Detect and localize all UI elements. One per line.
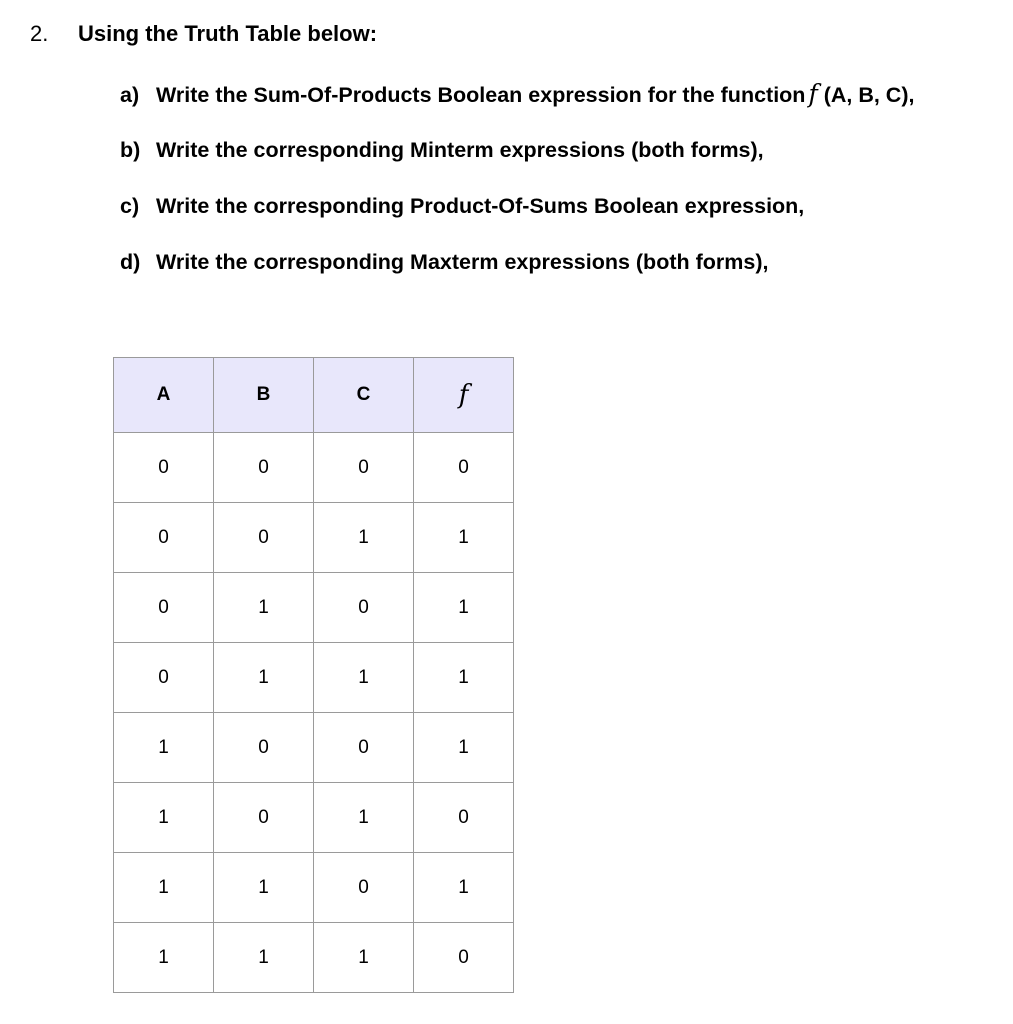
- table-row: [114, 923, 514, 993]
- truth-table: [113, 357, 514, 993]
- part-letter: c): [120, 194, 140, 218]
- cell-c: 0: [314, 433, 414, 503]
- cell-c: 1: [314, 783, 414, 853]
- function-symbol: f: [808, 79, 818, 108]
- question-title: Using the Truth Table below:: [78, 21, 378, 46]
- table-row: [114, 573, 514, 643]
- part-text: Write the corresponding Product-Of-Sums Boolean expression,: [156, 194, 805, 218]
- cell-f: 0: [414, 783, 514, 853]
- table-row: [114, 503, 514, 573]
- cell-f: 1: [414, 853, 514, 923]
- cell-c: 1: [314, 503, 414, 573]
- cell-a: 0: [114, 503, 214, 573]
- part-b: [120, 135, 914, 191]
- cell-b: 0: [214, 433, 314, 503]
- cell-b: 1: [214, 643, 314, 713]
- cell-b: 1: [214, 573, 314, 643]
- cell-c: 1: [314, 643, 414, 713]
- cell-a: 1: [114, 853, 214, 923]
- header-b: B: [214, 358, 314, 433]
- cell-b: 0: [214, 503, 314, 573]
- cell-a: 1: [114, 783, 214, 853]
- table-row: [114, 713, 514, 783]
- header-c: C: [314, 358, 414, 433]
- question-header: [30, 19, 377, 49]
- cell-f: 0: [414, 433, 514, 503]
- part-suffix: (A, B, C),: [823, 83, 915, 107]
- part-text: Write the Sum-Of-Products Boolean expression for the function: [156, 83, 806, 107]
- part-letter: b): [120, 138, 141, 162]
- header-a: A: [114, 358, 214, 433]
- cell-a: 0: [114, 433, 214, 503]
- cell-b: 1: [214, 853, 314, 923]
- cell-c: 0: [314, 713, 414, 783]
- cell-f: 1: [414, 643, 514, 713]
- part-c: [120, 191, 914, 247]
- cell-c: 0: [314, 573, 414, 643]
- cell-a: 1: [114, 923, 214, 993]
- header-f: f: [414, 358, 514, 433]
- question-parts: [120, 79, 914, 303]
- cell-b: 0: [214, 713, 314, 783]
- table-row: [114, 853, 514, 923]
- cell-f: 1: [414, 503, 514, 573]
- table-row: [114, 783, 514, 853]
- cell-a: 0: [114, 643, 214, 713]
- table-row: [114, 643, 514, 713]
- cell-f: 0: [414, 923, 514, 993]
- part-a: [120, 79, 914, 135]
- cell-a: 0: [114, 573, 214, 643]
- cell-b: 1: [214, 923, 314, 993]
- question-number: 2.: [30, 21, 49, 46]
- cell-c: 0: [314, 853, 414, 923]
- cell-f: 1: [414, 713, 514, 783]
- part-letter: a): [120, 83, 140, 107]
- cell-f: 1: [414, 573, 514, 643]
- part-d: [120, 247, 914, 303]
- cell-c: 1: [314, 923, 414, 993]
- part-text: Write the corresponding Minterm expressions (both forms),: [156, 138, 764, 162]
- part-letter: d): [120, 250, 141, 274]
- table-header-row: [114, 358, 514, 433]
- part-text: Write the corresponding Maxterm expressions (both forms),: [156, 250, 769, 274]
- table-row: [114, 433, 514, 503]
- cell-b: 0: [214, 783, 314, 853]
- cell-a: 1: [114, 713, 214, 783]
